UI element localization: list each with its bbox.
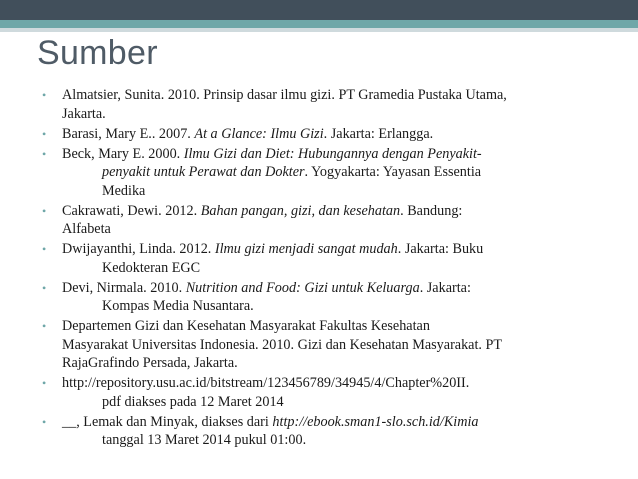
reference-text: Barasi, Mary E.. 2007. (62, 125, 195, 142)
reference-italic-text: Bahan pangan, gizi, dan kesehatan (200, 202, 401, 219)
reference-line (62, 182, 611, 201)
reference-italic-text: Ilmu Gizi dan Diet: Hubungannya dengan Penyakit- (183, 145, 482, 162)
reference-line (62, 297, 611, 316)
reference-italic-text: penyakit untuk Perawat dan Dokter (102, 164, 305, 180)
reference-line (62, 163, 611, 182)
reference-item (41, 125, 611, 144)
reference-text: Devi, Nirmala. 2010. (62, 279, 186, 296)
reference-text: . Jakarta: (419, 279, 471, 296)
reference-text: Departemen Gizi dan Kesehatan Masyarakat Fakultas Kesehatan (62, 318, 430, 334)
bullet-icon: • (42, 203, 47, 218)
reference-line (62, 86, 611, 105)
header-band-teal (0, 20, 638, 28)
reference-text: Beck, Mary E. 2000. (62, 145, 184, 162)
reference-line (62, 393, 611, 412)
reference-item (41, 202, 611, 239)
reference-text: http://repository.usu.ac.id/bitstream/123456789/34945/4/Chapter%20II. (62, 375, 470, 391)
reference-item (41, 413, 611, 450)
reference-line (62, 317, 611, 336)
reference-item (41, 317, 611, 373)
reference-text: . Yogyakarta: Yayasan Essentia (304, 164, 482, 180)
reference-text: Masyarakat Universitas Indonesia. 2010. Gizi dan Kesehatan Masyarakat. PT (62, 336, 503, 353)
reference-list (41, 86, 611, 451)
reference-text: Kedokteran EGC (102, 259, 201, 276)
header-band-light (0, 28, 638, 32)
reference-text: Alfabeta (62, 221, 111, 237)
reference-italic-text: Nutrition and Food: Gizi untuk Keluarga (185, 279, 420, 296)
reference-text: . Jakarta: Erlangga. (323, 125, 434, 142)
reference-line (62, 259, 611, 278)
reference-italic-text: Ilmu gizi menjadi sangat mudah (214, 241, 398, 257)
bullet-icon: • (42, 242, 47, 256)
bullet-icon: • (42, 126, 47, 141)
reference-line (62, 240, 611, 259)
reference-line (62, 125, 611, 144)
bullet-icon: • (42, 280, 47, 295)
reference-line (62, 374, 611, 393)
reference-item (41, 279, 611, 316)
reference-line (62, 145, 611, 164)
bullet-icon: • (42, 319, 47, 333)
reference-line (62, 279, 611, 298)
bullet-icon: • (42, 376, 47, 390)
reference-text: Jakarta. (62, 105, 106, 122)
reference-text: . Jakarta: Buku (397, 241, 484, 257)
reference-text: . Bandung: (400, 202, 463, 219)
reference-line (62, 336, 611, 355)
reference-text: Medika (102, 182, 146, 199)
reference-text: Cakrawati, Dewi. 2012. (62, 202, 201, 219)
reference-text: Kompas Media Nusantara. (102, 298, 254, 314)
reference-text: __, Lemak dan Minyak, diakses dari (62, 413, 273, 430)
reference-item (41, 145, 611, 201)
reference-text: tanggal 13 Maret 2014 pukul 01:00. (102, 432, 307, 448)
reference-italic-text: At a Glance: Ilmu Gizi (194, 125, 324, 142)
reference-line (62, 431, 611, 450)
reference-italic-text: http://ebook.sman1-slo.sch.id/Kimia (272, 413, 479, 430)
bullet-icon: • (42, 414, 47, 429)
reference-text: Almatsier, Sunita. 2010. Prinsip dasar ilmu gizi. PT Gramedia Pustaka Utama, (62, 87, 507, 103)
reference-item (41, 374, 611, 411)
slide-title: Sumber (37, 34, 158, 72)
reference-line (62, 202, 611, 221)
reference-text: RajaGrafindo Persada, Jakarta. (62, 355, 238, 371)
reference-text: Dwijayanthi, Linda. 2012. (62, 241, 215, 257)
reference-line (62, 413, 611, 432)
reference-text: pdf diakses pada 12 Maret 2014 (102, 393, 284, 410)
reference-line (62, 220, 611, 239)
bullet-icon: • (42, 146, 47, 161)
header-band-dark (0, 0, 638, 20)
reference-item (41, 240, 611, 277)
reference-line (62, 354, 611, 373)
bullet-icon: • (42, 88, 47, 102)
reference-item (41, 86, 611, 123)
reference-line (62, 105, 611, 124)
